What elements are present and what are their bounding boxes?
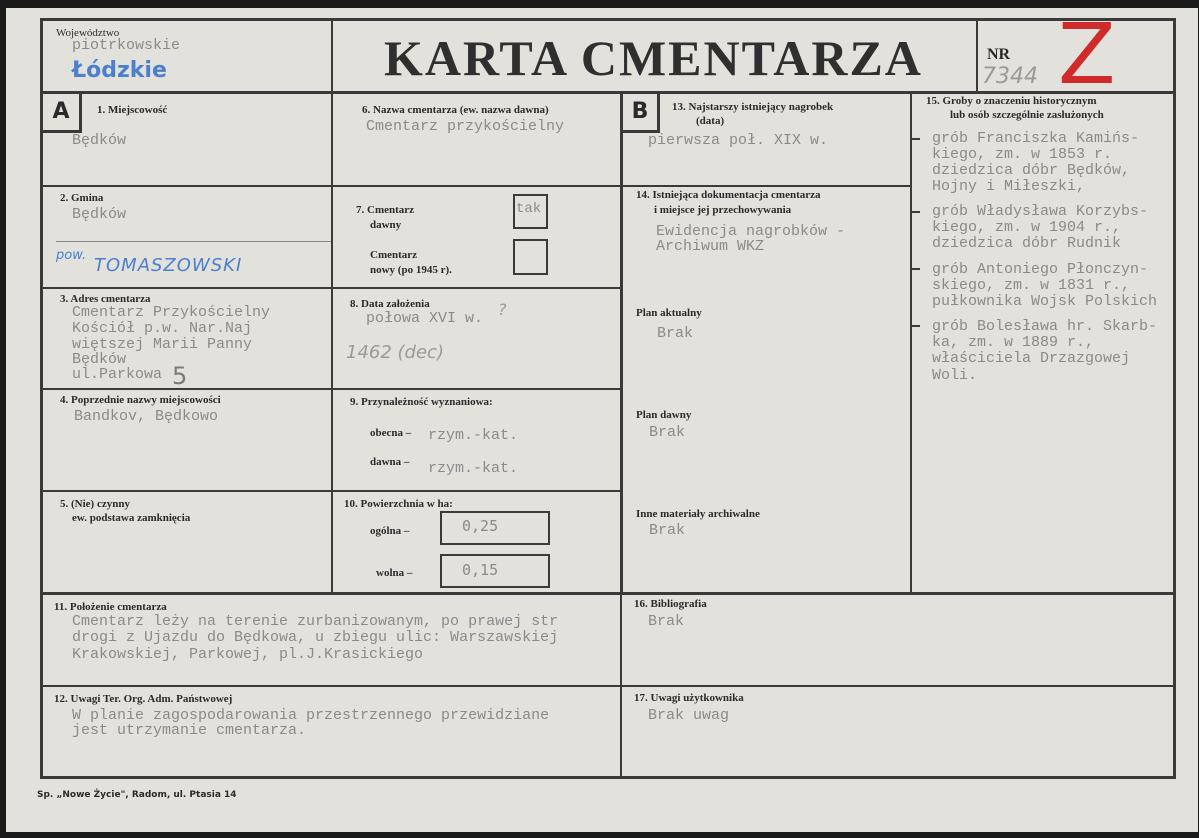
f11-label: 11. Położenie cmentarza	[54, 601, 167, 613]
f3-line-2: Kościół p.w. Nar.Naj	[72, 320, 253, 337]
f6-label: 6. Nazwa cmentarza (ew. nazwa dawna)	[362, 104, 549, 116]
f15-line-4: Hojny i Miłeszki,	[932, 178, 1086, 195]
nr-mark: Z	[1058, 5, 1116, 103]
f7-nowy-label-1: Cmentarz	[370, 249, 418, 261]
f15-tick-1	[912, 138, 920, 140]
f13-label-1: 13. Najstarszy istniejący nagrobek	[672, 101, 834, 113]
plan-aktualny-value: Brak	[657, 325, 694, 342]
card-title: KARTA CMENTARZA	[384, 30, 923, 86]
f13-value: pierwsza poł. XIX w.	[648, 132, 829, 149]
f15-tick-2	[912, 211, 920, 213]
row-line-a6	[40, 685, 1176, 687]
plan-dawny-value: Brak	[649, 424, 686, 441]
f3-line-5: ul.Parkowa	[72, 366, 163, 383]
f10-ogolna-label: ogólna –	[370, 525, 410, 537]
f15-line-6: kiego, zm. w 1904 r.,	[932, 219, 1122, 236]
frame-right	[1173, 18, 1176, 778]
f9-dawna-value: rzym.-kat.	[428, 460, 519, 477]
f10-label: 10. Powierzchnia w ha:	[344, 498, 453, 510]
printer-imprint: Sp. „Nowe Życie", Radom, ul. Ptasia 14	[37, 790, 237, 800]
f15-line-8: grób Antoniego Płonczyn-	[932, 261, 1149, 278]
f8-label: 8. Data założenia	[350, 298, 430, 310]
f10-wolna-value: 0,15	[462, 561, 499, 579]
f9-dawna-label: dawna –	[370, 456, 410, 468]
f7-dawny-value: tak	[516, 201, 542, 217]
f12-line-1: W planie zagospodarowania przestrzennego przewidziane	[72, 707, 550, 724]
f4-label: 4. Poprzednie nazwy miejscowości	[60, 394, 221, 406]
f15-line-11: grób Bolesława hr. Skarb-	[932, 318, 1158, 335]
col-divider-3	[910, 92, 912, 594]
f3-line-3: więtszej Marii Panny	[72, 336, 253, 353]
f15-line-2: kiego, zm. w 1853 r.	[932, 146, 1113, 163]
f3-label: 3. Adres cmentarza	[60, 293, 151, 305]
f11-line-3: Krakowskiej, Parkowej, pl.J.Krasickiego	[72, 646, 424, 663]
row-line-a3	[40, 388, 622, 390]
f2-label: 2. Gmina	[60, 192, 104, 204]
f5-label-1: 5. (Nie) czynny	[60, 498, 130, 510]
f15-line-3: dziedzica dóbr Będków,	[932, 162, 1131, 179]
wojewodztwo-label: Województwo	[56, 27, 120, 39]
col-divider-2	[620, 92, 623, 594]
f7-nowy-label-2: nowy (po 1945 r).	[370, 264, 452, 276]
f12-label: 12. Uwagi Ter. Org. Adm. Państwowej	[54, 693, 233, 705]
f3-line-1: Cmentarz Przykościelny	[72, 304, 271, 321]
f2-hand-powiat: TOMASZOWSKI	[94, 255, 243, 276]
inne-label: Inne materiały archiwalne	[636, 508, 760, 520]
row-line-a5	[40, 592, 1176, 595]
nr-handwritten: 7344	[982, 64, 1038, 89]
header-divider-2	[976, 18, 978, 93]
f11-line-1: Cmentarz leży na terenie zurbanizowanym, po prawej str	[72, 613, 559, 630]
plan-aktualny-label: Plan aktualny	[636, 307, 702, 319]
f16-value: Brak	[648, 613, 685, 630]
f17-value: Brak uwag	[648, 707, 730, 724]
f9-obecna-label: obecna –	[370, 427, 412, 439]
f7-nowy-box[interactable]	[513, 239, 548, 275]
nr-label: NR	[987, 46, 1011, 63]
f3-line-4: Będków	[72, 351, 127, 368]
inne-value: Brak	[649, 522, 686, 539]
f8-hand-note: 1462 (dec)	[346, 342, 444, 363]
f1-label: 1. Miejscowość	[97, 104, 168, 116]
f12-line-2: jest utrzymanie cmentarza.	[72, 722, 307, 739]
wojewodztwo-stamp: Łódzkie	[72, 58, 167, 83]
f15-line-9: skiego, zm. w 1831 r.,	[932, 277, 1131, 294]
f2-value: Będków	[72, 206, 127, 223]
f13-label-2: (data)	[696, 115, 725, 127]
section-a-letter: A	[43, 94, 82, 133]
f14-line-2: Archiwum WKZ	[656, 238, 765, 255]
row-line-a2	[40, 287, 622, 289]
f15-label-1: 15. Groby o znaczeniu historycznym	[926, 95, 1097, 107]
f15-label-2: lub osób szczególnie zasłużonych	[950, 109, 1104, 121]
f14-line-1: Ewidencja nagrobków -	[656, 223, 846, 240]
row-line-a2-sub	[56, 241, 331, 242]
f15-line-12: ka, zm. w 1889 r.,	[932, 334, 1095, 351]
f14-label-1: 14. Istniejąca dokumentacja cmentarza	[636, 189, 821, 201]
f6-value: Cmentarz przykościelny	[366, 118, 565, 135]
f2-hand-prefix: pow.	[56, 248, 87, 263]
f4-value: Bandkov, Będkowo	[74, 408, 219, 425]
f10-ogolna-value: 0,25	[462, 517, 499, 535]
plan-dawny-label: Plan dawny	[636, 409, 692, 421]
wojewodztwo-typed: piotrkowskie	[72, 37, 181, 54]
header-divider-1	[331, 18, 333, 93]
row-line-a1	[40, 185, 622, 187]
f7-dawny-label-1: 7. Cmentarz	[356, 204, 415, 216]
row-line-b1	[620, 185, 912, 187]
f5-label-2: ew. podstawa zamknięcia	[72, 512, 191, 524]
f8-value: połowa XVI w.	[366, 310, 484, 327]
f17-label: 17. Uwagi użytkownika	[634, 692, 744, 704]
f15-tick-4	[912, 325, 920, 327]
f15-line-14: Woli.	[932, 367, 978, 384]
f3-hand-number: 5	[172, 362, 188, 390]
f7-dawny-label-2: dawny	[370, 219, 402, 231]
f9-obecna-value: rzym.-kat.	[428, 427, 519, 444]
frame-bottom	[40, 776, 1176, 779]
f11-line-2: drogi z Ujazdu do Będkowa, u zbiegu ulic: Warszawskiej	[72, 629, 559, 646]
f8-hand-mark: ?	[498, 300, 507, 319]
col-divider-1	[331, 92, 333, 594]
f16-label: 16. Bibliografia	[634, 598, 707, 610]
f15-tick-3	[912, 268, 920, 270]
f15-line-1: grób Franciszka Kamińs-	[932, 130, 1140, 147]
f15-line-5: grób Władysława Korzybs-	[932, 203, 1149, 220]
f15-line-13: właściciela Drzazgowej	[932, 350, 1131, 367]
row-line-a4	[40, 490, 622, 492]
frame-top	[40, 18, 1176, 21]
f10-wolna-label: wolna –	[376, 567, 413, 579]
f15-line-7: dziedzica dóbr Rudnik	[932, 235, 1122, 252]
col-divider-bottom	[620, 594, 622, 778]
f1-value: Będków	[72, 132, 127, 149]
f9-label: 9. Przynależność wyznaniowa:	[350, 396, 493, 408]
cemetery-card	[6, 5, 1198, 832]
f15-line-10: pułkownika Wojsk Polskich	[932, 293, 1158, 310]
f14-label-2: i miejsce jej przechowywania	[654, 204, 792, 216]
section-b-letter: B	[623, 94, 660, 133]
